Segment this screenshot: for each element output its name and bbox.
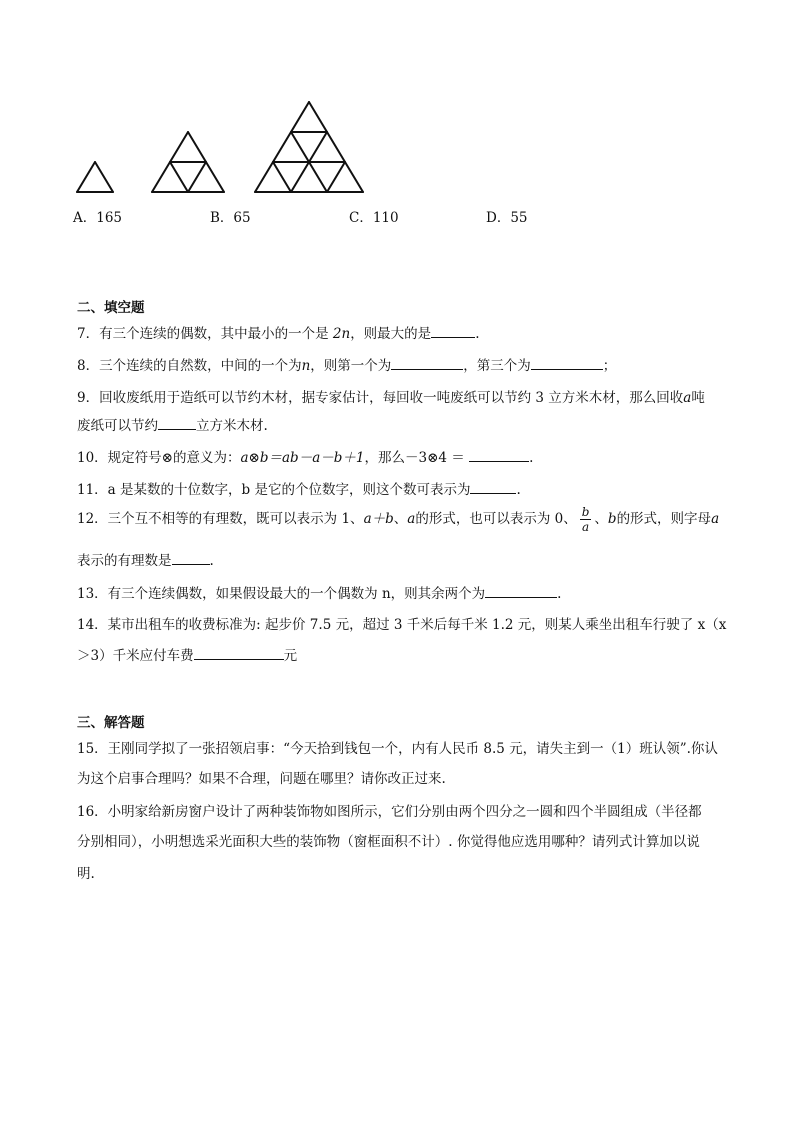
q14-unit: 元 (283, 648, 298, 664)
q8-var: n (301, 358, 311, 374)
q8-text: 8．三个连续的自然数，中间的一个为 (77, 358, 302, 374)
q9-text-2: 废纸可以节约 (77, 418, 158, 434)
q9-text-1: 9．回收废纸用于造纸可以节约木材，据专家估计，每回收一吨废纸可以节约 3 立方米木材，那么回收 (77, 390, 684, 406)
option-a: A．165 (73, 210, 123, 226)
q11-answer-blank[interactable] (470, 481, 516, 494)
option-b: B．65 (210, 210, 251, 226)
section-2-title: 二、填空题 (77, 300, 145, 316)
q12-var-b: b (607, 511, 617, 527)
question-14-line-2 (77, 644, 297, 664)
q10-formula: a⊗b＝ab－a－b＋1 (240, 450, 365, 466)
q13-answer-blank[interactable] (485, 585, 557, 598)
question-10 (77, 446, 533, 466)
q11-text: 11．a 是某数的十位数字，b 是它的个位数字，则这个数可表示为 (77, 482, 471, 498)
q8-text-mid: ，则第一个为 (310, 358, 392, 374)
q12-text-mid2: 的形式，也可以表示为 0、 (415, 511, 577, 527)
q12-sep: 、 (393, 511, 408, 527)
q12-frac-denominator: a (581, 520, 590, 534)
option-c: C．110 (349, 210, 399, 226)
q8-answer-blank-1[interactable] (391, 357, 463, 370)
q8-answer-blank-2[interactable] (531, 357, 603, 370)
question-14-line-1 (77, 613, 726, 633)
q12-expr: a＋b (363, 511, 394, 527)
question-11 (77, 478, 521, 498)
question-8 (77, 354, 616, 374)
q9-var: a (683, 390, 692, 406)
q7-text-post: ，则最大的是 (350, 326, 432, 342)
q9-answer-blank[interactable] (158, 417, 196, 430)
q10-end: . (529, 450, 534, 466)
q12-var-a2: a (711, 511, 720, 527)
q12-fraction (580, 505, 592, 534)
q7-answer-blank[interactable] (431, 325, 475, 338)
question-12-line-1 (77, 505, 719, 534)
q14-text-1: 14．某市出租车的收费标准为: 起步价 7.5 元，超过 3 千米后每千米 1.2 元，则某人乘坐出租车行驶了 x（x (77, 617, 727, 633)
q9-text-1-post: 吨 (691, 390, 705, 406)
q12-var-a: a (407, 511, 416, 527)
q10-answer-blank[interactable] (469, 449, 529, 462)
q13-end: . (557, 586, 562, 602)
question-15-line-2: 为这个启事合理吗？如果不合理，问题在哪里？请你改正过来. (77, 771, 446, 787)
q7-text: 7．有三个连续的偶数，其中最小的一个是 (77, 326, 333, 342)
q7-end: . (475, 326, 480, 342)
triangle-pattern-figure (70, 95, 370, 197)
q10-text: 10．规定符号⊗的意义为： (77, 450, 241, 466)
triangle-figure-3 (255, 102, 363, 192)
option-d: D．55 (486, 210, 528, 226)
q12-sep2: 、 (594, 511, 608, 527)
q12-answer-blank[interactable] (172, 552, 210, 565)
q14-answer-blank[interactable] (194, 647, 284, 660)
question-16-line-3: 明. (77, 866, 95, 882)
question-13 (77, 582, 561, 602)
triangle-figure-2 (152, 132, 224, 192)
q7-var: 2n (332, 326, 351, 342)
q9-text-2-post: 立方米木材. (196, 418, 268, 434)
triangle-figure-1 (77, 162, 113, 192)
q13-text: 13．有三个连续偶数，如果假设最大的一个偶数为 n，则其余两个为 (77, 586, 486, 602)
q8-text-mid2: ，第三个为 (463, 358, 531, 374)
q12-text-post: 的形式，则字母 (616, 511, 712, 527)
question-9-line-2 (77, 414, 268, 434)
question-9-line-1 (77, 386, 705, 406)
q8-end: ； (602, 358, 617, 374)
q12-end: . (209, 553, 214, 569)
question-16-line-1: 16．小明家给新房窗户设计了两种装饰物如图所示，它们分别由两个四分之一圆和四个半圆组成（半径都 (77, 804, 702, 820)
question-7 (77, 322, 479, 342)
q12-text-2: 表示的有理数是 (77, 553, 172, 569)
question-16-line-2: 分别相同），小明想选采光面积大些的装饰物（窗框面积不计）. 你觉得他应选用哪种？请列式计算加以说 (77, 834, 700, 850)
question-15-line-1: 15．王刚同学拟了一张招领启事：“今天拾到钱包一个，内有人民币 8.5 元，请失主到一（1）班认领”.你认 (77, 741, 718, 757)
question-12-line-2 (77, 549, 214, 569)
q10-text-mid: ，那么－3⊗4 ＝ (364, 450, 470, 466)
q11-end: . (516, 482, 521, 498)
q14-text-2: ＞3）千米应付车费 (77, 648, 194, 664)
q12-text-pre: 12．三个互不相等的有理数，既可以表示为 1、 (77, 511, 364, 527)
q12-frac-numerator: b (581, 505, 590, 519)
section-3-title: 三、解答题 (77, 715, 145, 731)
